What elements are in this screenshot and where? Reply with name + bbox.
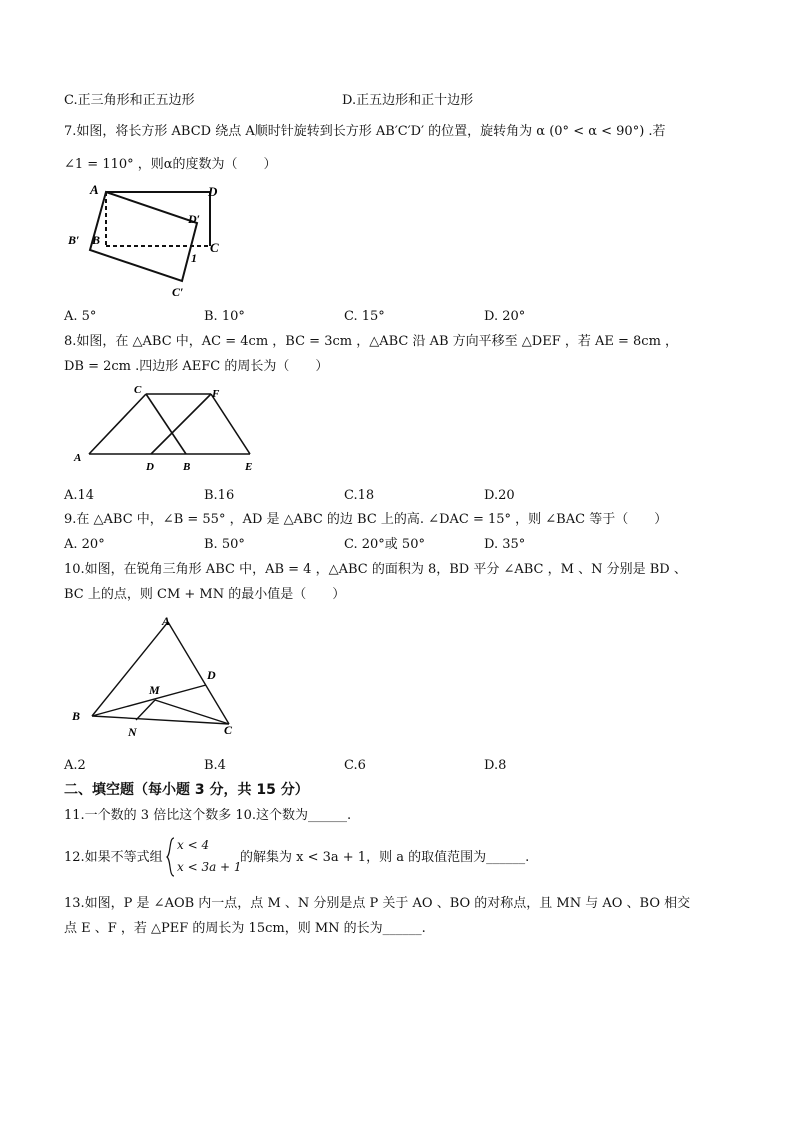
q7-label-d1: D′ xyxy=(188,212,201,226)
q12-inequality-1: x < 4 xyxy=(177,838,210,852)
q8-stem-line1: 8.如图，在 △ABC 中，AC = 4cm ，BC = 3cm ，△ABC 沿 AB 方向平移至 △DEF ，若 AE = 8cm ， xyxy=(64,334,679,349)
q13-stem-line1: 13.如图，P 是 ∠AOB 内一点，点 M 、N 分别是点 P 关于 AO 、BO 的对称点，且 MN 与 AO 、BO 相交 xyxy=(64,896,691,911)
q13-stem-line2: 点 E 、F ，若 △PEF 的周长为 15cm，则 MN 的长为______. xyxy=(64,921,426,936)
q7-label-b: B xyxy=(92,233,101,247)
q8-option-d: D.20 xyxy=(484,488,515,503)
q9-stem-line1: 9.在 △ABC 中，∠B = 55° ，AD 是 △ABC 的边 BC 上的高. ∠DAC = 15° ，则 ∠BAC 等于（ ） xyxy=(64,512,668,527)
q8-label-e: E xyxy=(245,461,253,473)
q7-figure xyxy=(64,182,234,302)
q7-option-d: D. 20° xyxy=(484,309,526,324)
q10-label-m: M xyxy=(149,683,160,697)
q8-figure xyxy=(64,382,274,478)
q7-option-a: A. 5° xyxy=(64,309,97,324)
q8-option-b: B.16 xyxy=(204,488,235,503)
q9-option-d: D. 35° xyxy=(484,537,526,552)
q10-option-a: A.2 xyxy=(64,758,86,773)
q6-option-d: D.正五边形和正十边形 xyxy=(342,93,474,108)
section-2-title: 二、填空题（每小题 3 分，共 15 分） xyxy=(64,782,309,798)
q7-stem-line1: 7.如图，将长方形 ABCD 绕点 A顺时针旋转到长方形 AB′C′D′ 的位置，旋转角为 α (0° < α < 90°) .若 xyxy=(64,124,666,139)
q8-label-d: D xyxy=(146,461,154,473)
q10-label-b: B xyxy=(72,709,81,723)
q12-inequality-system xyxy=(166,836,240,878)
q10-label-d: D xyxy=(207,668,216,682)
q7-label-a: A xyxy=(90,182,99,197)
q10-figure xyxy=(64,612,254,740)
q7-label-b1: B′ xyxy=(68,233,80,247)
q7-label-c1: C′ xyxy=(172,285,184,299)
q8-option-c: C.18 xyxy=(344,488,375,503)
q7-option-b: B. 10° xyxy=(204,309,245,324)
q10-label-n: N xyxy=(128,725,137,739)
q9-option-a: A. 20° xyxy=(64,537,105,552)
q10-stem-line1: 10.如图，在锐角三角形 ABC 中，AB = 4 ，△ABC 的面积为 8，BD 平分 ∠ABC ，M 、N 分别是 BD 、 xyxy=(64,562,687,577)
q8-stem-line2: DB = 2cm .四边形 AEFC 的周长为（ ） xyxy=(64,359,329,374)
q11-stem: 11.一个数的 3 倍比这个数多 10.这个数为______. xyxy=(64,808,352,823)
q10-label-a: A xyxy=(162,614,171,628)
q7-label-angle1: 1 xyxy=(191,251,197,265)
brace-icon xyxy=(166,836,176,878)
q12-inequality-2: x < 3a + 1 xyxy=(177,860,242,874)
q12-prefix: 12.如果不等式组 xyxy=(64,850,163,865)
q7-label-c: C xyxy=(210,240,219,255)
q10-option-b: B.4 xyxy=(204,758,226,773)
q10-stem-line2: BC 上的点，则 CM + MN 的最小值是（ ） xyxy=(64,587,346,602)
q7-stem-line2: ∠1 = 110° ，则α的度数为（ ） xyxy=(64,157,277,172)
q9-option-b: B. 50° xyxy=(204,537,245,552)
q8-label-a: A xyxy=(74,452,82,464)
q8-label-b: B xyxy=(183,461,191,473)
q9-option-c: C. 20°或 50° xyxy=(344,537,425,552)
q7-label-d: D xyxy=(208,184,218,199)
q8-option-a: A.14 xyxy=(64,488,95,503)
q7-option-c: C. 15° xyxy=(344,309,385,324)
q8-label-c: C xyxy=(134,384,142,396)
q8-label-f: F xyxy=(212,388,220,400)
q10-label-c: C xyxy=(224,723,233,737)
q10-option-d: D.8 xyxy=(484,758,507,773)
q10-option-c: C.6 xyxy=(344,758,366,773)
q12-suffix: 的解集为 x < 3a + 1，则 a 的取值范围为______. xyxy=(240,850,530,865)
q6-option-c: C.正三角形和正五边形 xyxy=(64,93,195,108)
